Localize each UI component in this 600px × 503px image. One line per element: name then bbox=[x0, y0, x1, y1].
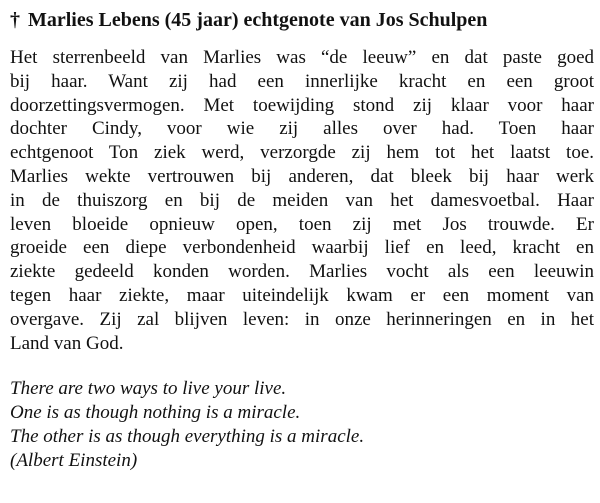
paragraph-line: bij haar. Want zij had een innerlijke kracht en een groot bbox=[10, 70, 594, 92]
obituary-paragraph bbox=[10, 46, 594, 355]
paragraph-line: Land van God. bbox=[10, 332, 124, 354]
quote-attribution: (Albert Einstein) bbox=[10, 449, 138, 471]
obituary-document bbox=[10, 6, 594, 473]
paragraph-line: in de thuiszorg en bij de meiden van het damesvoetbal. Haar bbox=[10, 189, 594, 211]
obituary-heading bbox=[10, 6, 594, 34]
paragraph-line: echtgenoot Ton ziek werd, verzorgde zij hem tot het laatst toe. bbox=[10, 142, 594, 164]
quote-line: One is as though nothing is a miracle. bbox=[10, 402, 301, 424]
paragraph-line: doorzettingsvermogen. Met toewijding stond zij klaar voor haar bbox=[10, 94, 594, 116]
einstein-quote bbox=[10, 377, 594, 472]
cross-icon: † bbox=[10, 9, 20, 31]
quote-line: There are two ways to live your live. bbox=[10, 378, 287, 400]
paragraph-line: groeide een diepe verbondenheid waarbij lief en leed, kracht en bbox=[10, 237, 594, 259]
paragraph-line: dochter Cindy, voor wie zij alles over had. Toen haar bbox=[10, 118, 594, 140]
obituary-title: Marlies Lebens (45 jaar) echtgenote van Jos Schulpen bbox=[28, 9, 488, 31]
paragraph-line: Het sterrenbeeld van Marlies was “de leeuw” en dat paste goed bbox=[10, 47, 594, 68]
paragraph-line: leven bloeide opnieuw open, toen zij met Jos trouwde. Er bbox=[10, 213, 594, 235]
paragraph-line: ziekte gedeeld konden worden. Marlies vocht als een leeuwin bbox=[10, 261, 594, 283]
paragraph-line: overgave. Zij zal blijven leven: in onze herinneringen en in het bbox=[10, 308, 594, 330]
quote-line: The other is as though everything is a miracle. bbox=[10, 425, 365, 447]
paragraph-line: tegen haar ziekte, maar uiteindelijk kwam er een moment van bbox=[10, 284, 594, 306]
paragraph-line: Marlies wekte vertrouwen bij anderen, dat bleek bij haar werk bbox=[10, 165, 594, 187]
